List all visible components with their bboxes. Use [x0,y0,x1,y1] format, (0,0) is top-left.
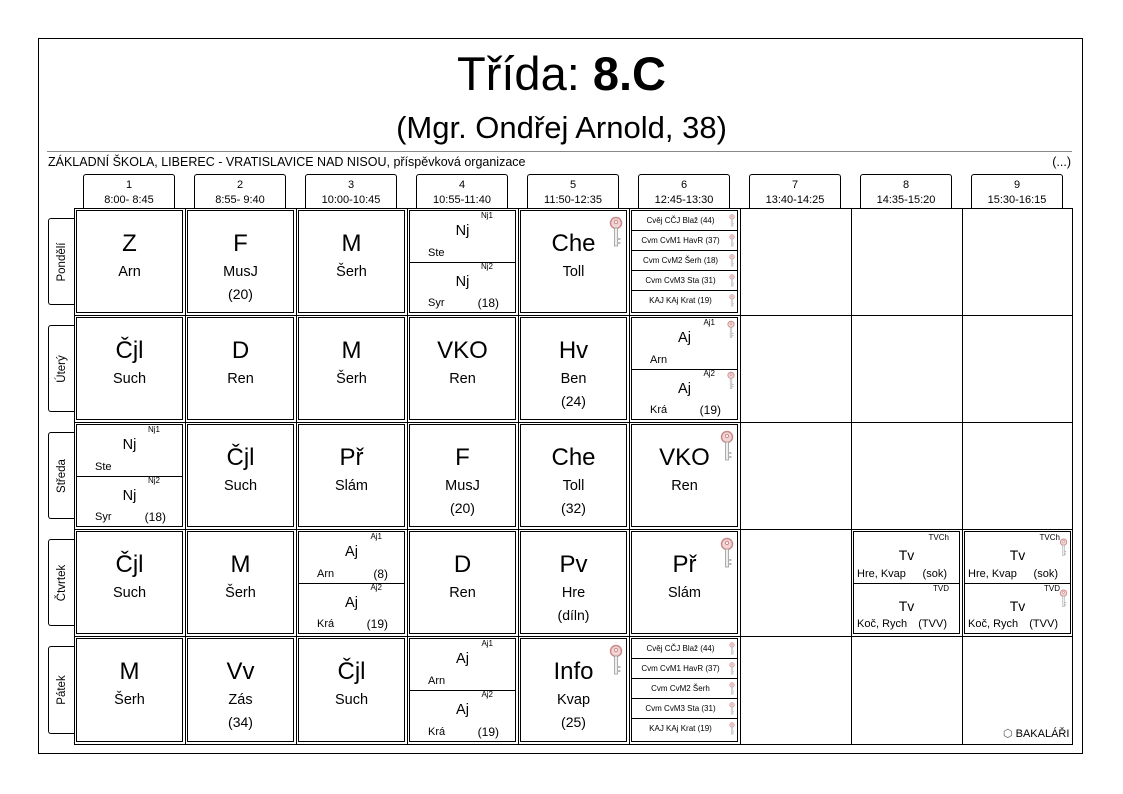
lesson-cell[interactable] [409,424,516,527]
subject: Tv [898,597,915,614]
key-icon [729,642,735,656]
subject: Nj [122,487,137,504]
subject: D [453,551,472,578]
teacher: Ste [428,246,445,259]
lesson-cell[interactable] [409,317,516,420]
period-time: 15:30-16:15 [987,194,1047,206]
lesson-cell[interactable] [853,531,960,634]
mini-lesson[interactable]: Cvm CvM2 Šerh (18) [632,251,737,271]
period-header [194,174,286,208]
mini-lesson[interactable]: Cvm CvM3 Sta (31) [632,271,737,291]
period-header [527,174,619,208]
teacher: Syr [428,297,445,309]
key-icon [727,320,735,340]
lesson-cell[interactable] [520,638,627,742]
subject: Př [672,551,697,578]
period-number: 1 [125,179,133,191]
teacher: Syr [95,511,112,523]
teacher: Arn [118,264,141,280]
column-line [185,208,186,745]
key-icon [729,662,735,676]
group-lesson[interactable] [965,583,1070,634]
mini-lesson[interactable]: Cvm CvM3 Sta (31) [632,699,737,719]
room: (sok) [1033,567,1058,580]
room: (19) [477,725,499,739]
group-lesson[interactable] [299,583,404,634]
group-label: TVCh [928,533,949,542]
group-label: Aj2 [703,368,715,378]
lesson-cell[interactable] [520,424,627,527]
period-time: 10:55-11:40 [433,194,491,206]
teacher: Such [223,478,258,494]
lesson-cell[interactable] [76,210,183,313]
lesson-cell[interactable] [298,424,405,527]
key-icon [609,216,623,250]
subject: F [233,230,248,257]
group-lesson[interactable] [410,211,515,263]
teacher: MusJ [223,264,258,280]
key-icon [1059,589,1068,609]
teacher: Toll [562,478,585,494]
key-icon [720,537,734,571]
page-title: Třída: 8.C [457,47,666,100]
teacher: Šerh [336,371,367,387]
day-name: Středa [55,458,68,493]
period-number: 9 [1013,179,1021,191]
teacher: Šerh [336,264,367,280]
day-label [48,646,74,734]
group-lesson[interactable] [632,318,737,370]
lesson-cell[interactable] [631,424,738,527]
teacher: Šerh [225,585,256,601]
lesson-cell[interactable] [298,531,405,634]
room: (díln) [557,607,590,623]
room: (19) [366,617,388,631]
teacher: Arn [650,353,668,366]
lesson-cell[interactable] [76,638,183,742]
divider [47,151,1072,152]
room: (18) [477,296,499,310]
more-link[interactable]: (...) [1052,155,1071,169]
subject: M [119,658,140,685]
school-name: ZÁKLADNÍ ŠKOLA, LIBEREC - VRATISLAVICE NAD NISOU, příspěvková organizace [48,155,526,169]
lesson-cell[interactable] [187,424,294,527]
day-label [48,218,74,305]
period-number: 8 [902,179,910,191]
room: (TVV) [918,618,947,630]
lesson-cell[interactable] [631,317,738,420]
period-number: 3 [347,179,355,191]
teacher: Hre, Kvap [968,567,1017,580]
teacher: Such [112,371,147,387]
subject: Čjl [337,658,366,685]
column-line [851,208,852,745]
lesson-cell[interactable] [187,317,294,420]
mini-lesson[interactable]: Cvm CvM2 Šerh [632,679,737,699]
period-header [971,174,1063,208]
subject: Čjl [226,444,255,471]
lesson-cell[interactable] [187,638,294,742]
row-line [74,422,1073,423]
teacher: Ren [227,371,254,387]
day-label [48,325,74,412]
subject: Čjl [115,551,144,578]
column-line [962,208,963,745]
column-line [629,208,630,745]
group-label: Nj2 [147,475,160,485]
period-header [638,174,730,208]
group-lesson[interactable] [965,532,1070,584]
room: (18) [144,510,166,524]
key-icon [729,682,735,696]
room: (8) [373,566,388,581]
period-time: 11:50-12:35 [544,194,602,206]
period-header [749,174,841,208]
period-time: 10:00-10:45 [321,194,381,206]
column-line [518,208,519,745]
key-icon [729,234,735,248]
lesson-cell[interactable] [76,424,183,527]
group-lesson[interactable] [854,532,959,584]
lesson-cell[interactable] [631,210,738,313]
group-lesson[interactable] [410,690,515,741]
group-label: Aj2 [370,582,382,592]
subject: Info [553,658,594,685]
teacher: Ren [449,371,476,387]
subject: Aj [345,544,358,560]
subject: M [230,551,251,578]
subject: Nj [122,437,137,453]
room: (24) [561,393,586,409]
period-time: 14:35-15:20 [876,194,936,206]
group-lesson[interactable] [632,369,737,420]
key-icon [720,430,734,464]
day-name: Čtvrtek [55,564,68,601]
column-line [740,208,741,745]
key-icon [729,702,735,716]
group-lesson[interactable] [854,583,959,634]
day-name: Pondělí [55,241,68,282]
teacher: MusJ [445,478,480,494]
class-teacher: (Mgr. Ondřej Arnold, 38) [396,110,727,145]
group-lesson[interactable] [77,476,182,527]
period-time: 12:45-13:30 [654,194,714,206]
hexagon-icon: ⬡ [1003,728,1013,740]
lesson-cell[interactable] [520,317,627,420]
subject: Tv [1009,597,1026,614]
teacher: Zás [228,692,253,708]
group-label: Aj1 [481,639,493,648]
lesson-cell[interactable] [298,317,405,420]
key-icon [729,722,735,736]
subject: Aj [678,330,691,346]
lesson-cell[interactable] [409,210,516,313]
period-number: 6 [680,179,688,191]
teacher: Koč, Rych [968,618,1019,630]
period-time: 13:40-14:25 [765,194,825,206]
room: (sok) [922,567,947,580]
mini-lesson[interactable]: KAJ KAj Krat (19) [632,291,737,311]
class-name: 8.C [592,47,666,100]
mini-lesson[interactable]: Cvm CvM1 HavR (37) [632,659,737,679]
teacher: Krá [428,726,446,738]
row-line [74,636,1073,637]
key-icon [729,254,735,268]
subject: Aj [678,380,691,397]
lesson-cell[interactable] [409,531,516,634]
lesson-cell[interactable] [298,638,405,742]
mini-lesson[interactable]: Cvm CvM1 HavR (37) [632,231,737,251]
room: (19) [699,403,721,417]
subject: Che [551,230,596,257]
subject: Čjl [115,337,144,364]
subject: Nj [455,223,470,239]
subject: VKO [659,444,710,471]
subject: Aj [456,651,469,667]
teacher: Slám [334,478,369,494]
group-label: Aj2 [481,690,493,699]
key-icon [727,371,735,391]
key-icon [609,644,623,678]
group-label: Aj1 [370,532,382,541]
room: (25) [561,714,586,730]
bakalari-logo: ⬡ BAKALÁŘI [1003,728,1070,740]
subject: M [341,337,362,364]
subject: Př [339,444,364,471]
group-label: Nj1 [480,211,493,220]
subject: Tv [1009,547,1026,563]
lesson-cell[interactable] [187,210,294,313]
key-icon [729,294,735,308]
teacher: Arn [428,675,446,687]
teacher: Ren [671,478,698,494]
subject: Hv [558,337,589,364]
lesson-cell[interactable] [187,531,294,634]
room: (20) [450,500,475,516]
day-name: Úterý [55,354,68,383]
period-time: 8:00- 8:45 [104,194,154,206]
group-label: Aj1 [703,318,715,327]
teacher: Šerh [114,692,145,708]
mini-lesson[interactable]: KAJ KAj Krat (19) [632,719,737,739]
room: (32) [561,500,586,516]
teacher: Hre [561,585,586,601]
lesson-cell[interactable] [520,531,627,634]
row-line [74,529,1073,530]
teacher: Hre, Kvap [857,567,906,580]
lesson-cell[interactable] [76,531,183,634]
group-label: Nj2 [480,261,493,271]
period-time: 8:55- 9:40 [215,194,265,206]
group-lesson[interactable] [299,532,404,584]
lesson-cell[interactable] [631,531,738,634]
room: (34) [228,714,253,730]
lesson-cell[interactable] [76,317,183,420]
lesson-cell[interactable] [298,210,405,313]
subject: F [455,444,470,471]
mini-lesson[interactable]: Cvěj CČJ Blaž (44) [632,639,737,659]
period-header [416,174,508,208]
lesson-cell[interactable] [409,638,516,742]
room: (TVV) [1029,618,1058,630]
day-label [48,432,74,519]
subject: Z [122,230,137,257]
group-label: TVD [933,583,949,593]
subject: Aj [456,702,469,718]
teacher: Ste [95,460,112,473]
teacher: Krá [317,618,335,630]
lesson-cell[interactable] [520,210,627,313]
teacher: Koč, Rych [857,618,908,630]
period-number: 7 [791,179,799,191]
group-lesson[interactable] [410,262,515,313]
group-label: TVCh [1039,533,1060,542]
day-name: Pátek [55,675,68,705]
subject: Aj [345,594,358,611]
group-lesson[interactable] [410,639,515,691]
key-icon [1059,538,1068,558]
period-header [305,174,397,208]
period-number: 5 [569,179,577,191]
teacher: Toll [562,264,585,280]
teacher: Such [334,692,369,708]
column-line [296,208,297,745]
group-lesson[interactable] [77,425,182,477]
group-label: TVD [1044,583,1060,593]
teacher: Kvap [556,692,591,708]
subject: Nj [455,273,470,290]
column-line [407,208,408,745]
teacher: Krá [650,404,668,416]
subject: Pv [559,551,588,578]
subject: Vv [226,658,255,685]
group-label: Nj1 [147,425,160,434]
teacher: Slám [667,585,702,601]
subject: Tv [898,547,915,563]
period-number: 4 [458,179,466,191]
subject: M [341,230,362,257]
subject: D [231,337,250,364]
period-header [860,174,952,208]
teacher: Such [112,585,147,601]
teacher: Arn [317,567,335,580]
key-icon [729,214,735,228]
mini-lesson[interactable]: Cvěj CČJ Blaž (44) [632,211,737,231]
row-line [74,315,1073,316]
day-label [48,539,74,626]
teacher: Ren [449,585,476,601]
period-number: 2 [236,179,244,191]
room: (20) [228,286,253,302]
lesson-cell[interactable] [964,531,1071,634]
subject: VKO [437,337,488,364]
key-icon [729,274,735,288]
subject: Che [551,444,596,471]
lesson-cell[interactable] [631,638,738,742]
period-header [83,174,175,208]
teacher: Ben [560,371,587,387]
